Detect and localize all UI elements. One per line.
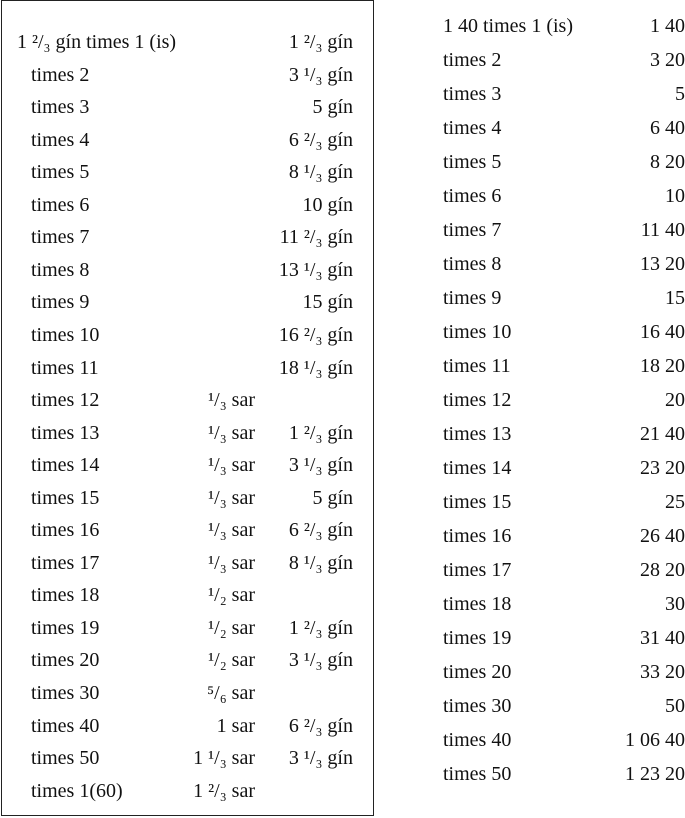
gin-value: 18 ¹/₃ gín (278, 357, 353, 379)
row-label: times 6 (443, 185, 502, 207)
sexagesimal-value: 1 06 40 (625, 729, 685, 751)
gin-value: 13 ¹/₃ gín (278, 259, 353, 281)
row-label: times 30 (443, 695, 512, 717)
sar-value: ⁵/₆ sar (207, 682, 255, 704)
row-label: times 10 (443, 321, 512, 343)
sexagesimal-value: 5 (675, 83, 685, 105)
right-table-row (0, 353, 685, 379)
sar-value: ¹/₃ sar (208, 454, 255, 476)
row-label: times 18 (443, 593, 512, 615)
sexagesimal-value: 23 20 (640, 457, 685, 479)
right-table-row (0, 115, 685, 141)
gin-value: 6 ²/₃ gín (288, 129, 353, 151)
sexagesimal-value: 3 20 (650, 49, 685, 71)
right-table-row (0, 489, 685, 515)
row-label: times 9 (31, 291, 90, 313)
gin-value: 6 ²/₃ gín (288, 519, 353, 541)
gin-value: 3 ¹/₃ gín (288, 747, 353, 769)
gin-value: 1 ²/₃ gín (288, 31, 353, 53)
right-table-row (0, 557, 685, 583)
right-table-row (0, 591, 685, 617)
row-label: times 9 (443, 287, 502, 309)
sexagesimal-value: 31 40 (640, 627, 685, 649)
right-table-row (0, 523, 685, 549)
gin-value: 1 ²/₃ gín (288, 422, 353, 444)
right-table-row (0, 47, 685, 73)
right-table-row (0, 183, 685, 209)
row-label: times 1(60) (31, 780, 123, 802)
sexagesimal-value: 8 20 (650, 151, 685, 173)
row-label: times 12 (31, 389, 100, 411)
right-table-row (0, 149, 685, 175)
sexagesimal-value: 18 20 (640, 355, 685, 377)
row-label: times 2 (31, 64, 90, 86)
row-label: times 13 (443, 423, 512, 445)
row-label: times 3 (31, 96, 90, 118)
row-label: times 12 (443, 389, 512, 411)
right-table-row (0, 13, 685, 39)
row-label: times 40 (31, 715, 100, 737)
row-label: times 6 (31, 194, 90, 216)
right-table-row (0, 455, 685, 481)
sar-value: 1 ¹/₃ sar (193, 747, 255, 769)
sar-value: ¹/₃ sar (208, 487, 255, 509)
sexagesimal-value: 20 (665, 389, 685, 411)
sar-value: ¹/₂ sar (208, 617, 255, 639)
row-label: times 30 (31, 682, 100, 704)
sar-value: ¹/₃ sar (208, 519, 255, 541)
row-label: 1 ²/₃ gín times 1 (is) (17, 31, 177, 53)
sar-value: 1 sar (216, 715, 255, 737)
row-label: times 14 (443, 457, 512, 479)
sexagesimal-value: 16 40 (640, 321, 685, 343)
sar-value: ¹/₃ sar (208, 389, 255, 411)
right-table-row (0, 319, 685, 345)
gin-value: 1 ²/₃ gín (288, 617, 353, 639)
row-label: times 4 (443, 117, 502, 139)
row-label: times 16 (443, 525, 512, 547)
right-table-row (0, 81, 685, 107)
sexagesimal-value: 11 40 (640, 219, 685, 241)
sexagesimal-value: 25 (665, 491, 685, 513)
row-label: times 5 (31, 161, 90, 183)
sexagesimal-value: 13 20 (640, 253, 685, 275)
row-label: times 7 (443, 219, 502, 241)
row-label: times 20 (443, 661, 512, 683)
right-table-row (0, 727, 685, 753)
right-table-row (0, 761, 685, 787)
row-label: times 15 (31, 487, 100, 509)
sexagesimal-value: 6 40 (650, 117, 685, 139)
row-label: times 5 (443, 151, 502, 173)
sexagesimal-value: 26 40 (640, 525, 685, 547)
row-label: times 11 (31, 357, 99, 379)
row-label: times 11 (443, 355, 511, 377)
sar-value: 1 ²/₃ sar (193, 780, 255, 802)
right-table-row (0, 387, 685, 413)
right-table-row (0, 659, 685, 685)
sexagesimal-value: 30 (665, 593, 685, 615)
row-label: times 8 (443, 253, 502, 275)
gin-value: 8 ¹/₃ gín (288, 552, 353, 574)
row-label: times 13 (31, 422, 100, 444)
sexagesimal-value: 28 20 (640, 559, 685, 581)
row-label: 1 40 times 1 (is) (443, 15, 573, 37)
gin-value: 11 ²/₃ gín (279, 226, 353, 248)
row-label: times 16 (31, 519, 100, 541)
row-label: times 17 (443, 559, 512, 581)
row-label: times 40 (443, 729, 512, 751)
sexagesimal-value: 21 40 (640, 423, 685, 445)
sexagesimal-value: 10 (665, 185, 685, 207)
gin-value: 3 ¹/₃ gín (288, 649, 353, 671)
right-table-row (0, 421, 685, 447)
gin-value: 3 ¹/₃ gín (288, 454, 353, 476)
right-table-row (0, 693, 685, 719)
row-label: times 8 (31, 259, 90, 281)
row-label: times 10 (31, 324, 100, 346)
gin-value: 8 ¹/₃ gín (288, 161, 353, 183)
gin-value: 5 gín (312, 487, 353, 509)
row-label: times 19 (31, 617, 100, 639)
gin-value: 10 gín (302, 194, 353, 216)
gin-value: 16 ²/₃ gín (278, 324, 353, 346)
sar-value: ¹/₃ sar (208, 422, 255, 444)
row-label: times 7 (31, 226, 90, 248)
row-label: times 14 (31, 454, 100, 476)
sar-value: ¹/₃ sar (208, 552, 255, 574)
row-label: times 4 (31, 129, 90, 151)
sexagesimal-value: 15 (665, 287, 685, 309)
row-label: times 17 (31, 552, 100, 574)
gin-value: 6 ²/₃ gín (288, 715, 353, 737)
row-label: times 20 (31, 649, 100, 671)
sexagesimal-value: 1 40 (650, 15, 685, 37)
sexagesimal-value: 1 23 20 (625, 763, 685, 785)
sexagesimal-value: 33 20 (640, 661, 685, 683)
row-label: times 50 (31, 747, 100, 769)
row-label: times 50 (443, 763, 512, 785)
row-label: times 3 (443, 83, 502, 105)
row-label: times 18 (31, 584, 100, 606)
gin-value: 3 ¹/₃ gín (288, 64, 353, 86)
gin-value: 15 gín (302, 291, 353, 313)
right-table-row (0, 251, 685, 277)
row-label: times 2 (443, 49, 502, 71)
right-table-row (0, 217, 685, 243)
right-table-row (0, 625, 685, 651)
right-table-row (0, 285, 685, 311)
sar-value: ¹/₂ sar (208, 649, 255, 671)
sexagesimal-value: 50 (665, 695, 685, 717)
gin-value: 5 gín (312, 96, 353, 118)
row-label: times 15 (443, 491, 512, 513)
row-label: times 19 (443, 627, 512, 649)
sar-value: ¹/₂ sar (208, 584, 255, 606)
